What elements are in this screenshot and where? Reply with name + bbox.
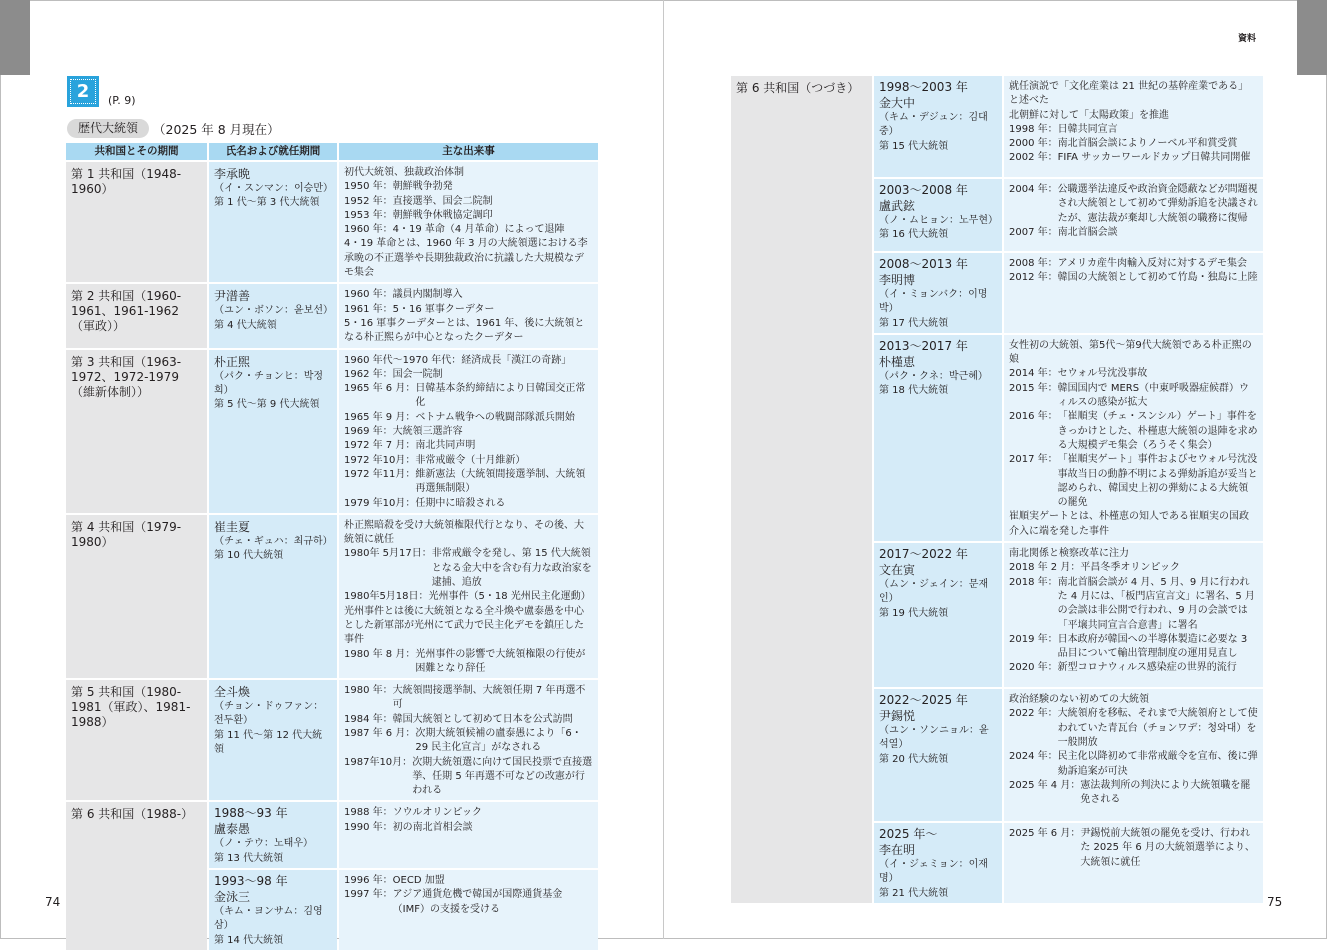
event-item <box>1009 453 1258 510</box>
event-item <box>344 454 593 468</box>
event-text: 北朝鮮に対して「太陽政策」を推進 <box>1009 109 1169 121</box>
term-period: 1993〜98 年 <box>214 874 288 889</box>
president-ordinal: 第 5 代〜第 9 代大統領 <box>214 399 320 411</box>
event-date: 1980年5月18日： <box>344 591 429 603</box>
table-row <box>66 802 598 868</box>
president-ordinal: 第 14 代大統領 <box>214 934 284 946</box>
event-date: 2008 年： <box>1009 258 1058 269</box>
event-date: 1980 年： <box>344 685 393 697</box>
president-cell <box>874 823 1002 903</box>
event-item <box>344 368 593 382</box>
event-item <box>344 713 593 727</box>
president-name: 李明博 <box>879 273 916 287</box>
event-item <box>344 354 593 368</box>
event-item <box>1009 226 1258 240</box>
event-item <box>344 547 593 590</box>
president-reading: （キム・デジュン：김대중） <box>879 112 988 138</box>
president-ordinal: 第 15 代大統領 <box>879 140 949 152</box>
section-title: 歴代大統領 <box>67 119 149 138</box>
event-item <box>344 223 593 237</box>
president-reading: （ノ・ムヒョン：노무현） <box>879 215 998 226</box>
president-reading: （イ・スンマン：이승만） <box>214 183 333 194</box>
president-name: 朴正煕 <box>214 354 251 369</box>
event-item <box>344 605 593 648</box>
term-period: 2025 年〜 <box>879 827 938 842</box>
event-item <box>344 317 593 346</box>
event-text: 南北首脳会談によりノーベル平和賞受賞 <box>1057 138 1238 150</box>
event-item <box>1009 827 1258 870</box>
event-date: 2020 年： <box>1009 662 1058 674</box>
event-item <box>1009 367 1258 381</box>
president-name: 朴槿恵 <box>879 354 916 369</box>
president-name: 李承晩 <box>214 167 251 181</box>
president-ordinal: 第 16 代大統領 <box>879 229 949 241</box>
event-text: 政治経験のない初めての大統領 <box>1009 694 1149 706</box>
event-date: 2007 年： <box>1009 226 1058 238</box>
president-ordinal: 第 19 代大統領 <box>879 607 949 619</box>
events-cell <box>339 802 598 868</box>
event-text: 韓国の大統領として初めて竹島・独島に上陸 <box>1057 272 1258 284</box>
events-cell <box>1004 179 1263 251</box>
event-text: 日本政府が韓国への半導体製造に必要な 3 品目について輸出管理制度の運用見直し <box>1057 633 1248 660</box>
events-cell <box>339 515 598 678</box>
event-item <box>344 497 593 511</box>
event-date: 1996 年： <box>344 875 393 887</box>
president-name: 崔圭夏 <box>214 519 251 534</box>
event-date: 1998 年： <box>1009 123 1058 135</box>
president-cell <box>209 284 337 347</box>
event-item <box>1009 576 1258 633</box>
event-text: 公職選挙法違反や政治資金隠蔽などが問題視され大統領として初めて弾劾訴追を決議されたが、憲法裁が棄却し大統領の職務に復帰 <box>1057 184 1258 224</box>
event-item <box>344 888 593 917</box>
president-cell <box>874 253 1002 333</box>
president-reading: （ユン・ソンニョル：윤석열） <box>879 725 989 751</box>
president-ordinal: 第 21 代大統領 <box>879 887 949 899</box>
event-item <box>1009 109 1258 123</box>
event-text: 4・19 革命とは、1960 年 3 月の大統領選における李承晩の不正選挙や長期独裁政治に抗議した大規模なデモ集会 <box>344 238 588 279</box>
event-text: 国会一院制 <box>392 368 443 380</box>
term-period: 2008〜2013 年 <box>879 257 968 271</box>
president-cell <box>209 870 337 950</box>
event-item <box>344 425 593 439</box>
event-date: 2000 年： <box>1009 138 1058 150</box>
president-ordinal: 第 11 代〜第 12 代大統領 <box>214 729 323 755</box>
events-cell <box>1004 76 1263 177</box>
event-text: 大統領間接選挙制、大統領任期 7 年再選不可 <box>392 685 586 711</box>
president-reading: （ノ・テウ：노태우） <box>214 838 313 850</box>
event-text: 初の南北首相会談 <box>392 821 473 833</box>
event-text: FIFA サッカーワールドカップ日韓共同開催 <box>1057 152 1251 164</box>
event-date: 2024 年： <box>1009 751 1058 763</box>
event-item <box>344 303 593 317</box>
event-text: 新型コロナウィルス感染症の世界的流行 <box>1057 662 1237 674</box>
event-item <box>344 209 593 223</box>
event-text: 光州事件とは後に大統領となる全斗煥や盧泰愚を中心とした新軍部が光州にて武力で民主化デモを鎮圧した事件 <box>344 605 584 646</box>
event-text: 「崔順実（チェ・スンシル）ゲート」事件をきっかけとした、朴槿恵大統領の退陣を求める大規模デモ集会（ろうそく集会） <box>1057 411 1258 451</box>
table-row <box>66 680 598 800</box>
event-date: 1960 年： <box>344 289 393 301</box>
event-date: 1952 年： <box>344 195 393 207</box>
event-text: 直接選挙、国会二院制 <box>392 195 493 207</box>
event-item <box>344 288 593 302</box>
table-row <box>731 76 1263 177</box>
president-reading: （パク・チョンヒ：박정희） <box>214 370 324 396</box>
events-cell <box>1004 543 1263 687</box>
republic-cell: 第 5 共和国（1980-1981（軍政）、1981-1988） <box>66 680 207 800</box>
page-number-right: 75 <box>1267 895 1283 909</box>
event-text: 5・16 軍事クーデターとは、1961 年、後に大統領となる朴正煕らが中心となったクーデター <box>344 317 585 344</box>
event-item <box>1009 779 1258 808</box>
event-date: 1988 年： <box>344 807 393 819</box>
events-cell <box>1004 823 1263 903</box>
event-date: 2025 年 6 月： <box>1009 828 1081 840</box>
presidents-table-left <box>64 141 600 952</box>
event-text: ベトナム戦争への戦闘部隊派兵開始 <box>415 411 575 423</box>
event-date: 2018 年： <box>1009 576 1058 588</box>
events-cell <box>339 870 598 950</box>
event-item <box>1009 547 1258 561</box>
event-item <box>1009 271 1258 285</box>
event-text: 非常戒厳令（十月維新） <box>415 454 526 466</box>
event-date: 1972 年11月： <box>344 468 416 480</box>
events-cell <box>339 162 598 282</box>
president-name: 盧泰愚 <box>214 822 251 837</box>
event-item <box>1009 257 1258 271</box>
page-fold <box>663 0 664 939</box>
event-date: 1972 年10月： <box>344 454 416 466</box>
event-date: 1980年 5月17日： <box>344 548 432 560</box>
president-ordinal: 第 1 代〜第 3 代大統領 <box>214 197 320 209</box>
header-label: 資料 <box>1238 34 1257 44</box>
president-reading: （イ・ミョンバク：이명박） <box>879 289 988 315</box>
table-row <box>66 350 598 513</box>
col-header-events: 主な出来事 <box>339 143 598 160</box>
event-date: 1969 年： <box>344 426 393 438</box>
term-period: 2017〜2022 年 <box>879 547 968 562</box>
event-text: 韓国国内で MERS（中東呼吸器症候群）ウィルスの感染が拡大 <box>1057 382 1250 409</box>
term-period: 2022〜2025 年 <box>879 693 968 708</box>
event-text: 日韓共同宣言 <box>1057 123 1118 135</box>
event-item <box>344 180 593 194</box>
col-header-republic: 共和国とその期間 <box>66 143 207 160</box>
event-text: 大統領府を移転、それまで大統領府として使われていた青瓦台（チョンワデ：청와대）を一般開放 <box>1057 708 1258 748</box>
event-text: 朝鮮戦争勃発 <box>392 181 453 193</box>
event-text: 初代大統領、独裁政治体制 <box>344 167 464 178</box>
event-text: 維新憲法（大統領間接選挙制、大統領再選無制限） <box>415 468 586 495</box>
event-date: 2019 年： <box>1009 633 1058 645</box>
event-date: 2002 年： <box>1009 152 1058 164</box>
event-date: 2015 年： <box>1009 382 1058 394</box>
event-item <box>344 411 593 425</box>
event-date: 1980 年 8 月： <box>344 648 416 660</box>
event-text: 次期大統領候補の盧泰愚により「6・29 民主化宣言」がなされる <box>415 727 582 754</box>
event-text: 南北首脳会談が 4 月、5 月、9 月に行われた 4 月には、「板門店宣言文」に署名、5 月の会談は非公開で行われ、9 月の会談では「平壌共同宣言合意書」に署名 <box>1057 576 1255 631</box>
event-text: 議員内閣制導入 <box>392 289 463 301</box>
page-number-left: 74 <box>45 895 61 909</box>
event-date: 2025 年 4 月： <box>1009 779 1081 791</box>
event-text: 次期大統領選に向けて国民投票で直接選挙、任期 5 年再選不可などの改憲が行われる <box>412 756 593 797</box>
president-reading: （チェ・ギュハ：최규하） <box>214 535 333 547</box>
event-date: 1961 年： <box>344 303 393 315</box>
event-item <box>1009 633 1258 662</box>
event-item <box>344 590 593 604</box>
event-item <box>344 519 593 548</box>
table-row <box>66 162 598 282</box>
event-item <box>344 166 593 180</box>
term-period: 1988〜93 年 <box>214 806 288 821</box>
event-text: 日韓基本条約締結により日韓国交正常化 <box>415 383 586 409</box>
president-cell <box>209 680 337 800</box>
president-reading: （パク・クネ：박근혜） <box>879 370 988 382</box>
event-text: 南北首脳会談 <box>1057 226 1118 238</box>
event-date: 2004 年： <box>1009 184 1058 195</box>
republic-cell: 第 2 共和国（1960-1961、1961-1962（軍政）） <box>66 284 207 347</box>
event-text: 「崔順実ゲート」事件およびセウォル号沈没事故当日の動静不明による弾劾訴追が妥当と認められ、韓国史上初の弾劾による大統領の罷免 <box>1057 454 1258 509</box>
event-item <box>1009 382 1258 411</box>
event-date: 1987年10月： <box>344 756 413 768</box>
event-text: 崔順実ゲートとは、朴槿恵の知人である崔順実の国政介入に端を発した事件 <box>1009 511 1249 537</box>
event-text: 南北関係と検察改革に注力 <box>1009 548 1129 560</box>
event-item <box>344 821 593 835</box>
event-text: セウォル号沈没事故 <box>1057 368 1148 380</box>
event-date: 1987 年 6 月： <box>344 727 416 739</box>
president-cell <box>209 802 337 868</box>
event-item <box>1009 183 1258 226</box>
president-cell <box>874 179 1002 251</box>
event-item <box>1009 151 1258 165</box>
president-cell <box>874 689 1002 821</box>
event-item <box>344 727 593 756</box>
event-item <box>1009 510 1258 539</box>
event-text: 就任演説で「文化産業は 21 世紀の基幹産業である」と述べた <box>1009 81 1249 107</box>
events-cell <box>339 350 598 513</box>
event-item <box>1009 123 1258 137</box>
event-text: 南北共同声明 <box>415 440 476 452</box>
event-text: ソウルオリンピック <box>392 807 482 819</box>
events-cell <box>339 680 598 800</box>
section-page-ref: (P. 9) <box>108 94 136 107</box>
event-text: 4・19 革命（4 月革命）によって退陣 <box>392 224 565 236</box>
term-period: 1998〜2003 年 <box>879 80 968 94</box>
table-row <box>66 515 598 678</box>
section-number: 2 <box>67 76 99 107</box>
event-item <box>344 237 593 280</box>
event-text: 光州事件（5・18 光州民主化運動） <box>428 591 591 603</box>
president-name: 李在明 <box>879 843 916 858</box>
president-name: 全斗煥 <box>214 685 251 700</box>
presidents-table-right <box>729 74 1265 905</box>
event-item <box>344 439 593 453</box>
president-ordinal: 第 20 代大統領 <box>879 753 949 765</box>
president-cell <box>874 543 1002 687</box>
event-item <box>344 195 593 209</box>
event-date: 1960 年： <box>344 224 393 236</box>
president-reading: （ユン・ボソン：윤보선） <box>214 305 333 317</box>
republic-cell: 第 6 共和国（1988-） <box>66 802 207 949</box>
president-reading: （チョン・ドゥファン：전두환） <box>214 701 324 727</box>
president-cell <box>209 162 337 282</box>
event-date: 1953 年： <box>344 209 393 221</box>
col-header-name: 氏名および就任期間 <box>209 143 337 160</box>
president-reading: （キム・ヨンサム：김영삼） <box>214 906 323 932</box>
event-item <box>344 648 593 677</box>
president-ordinal: 第 10 代大統領 <box>214 550 284 562</box>
event-date: 2022 年： <box>1009 708 1058 720</box>
events-cell <box>1004 335 1263 541</box>
event-item <box>344 468 593 497</box>
event-text: 民主化以降初めて非常戒厳令を宣布、後に弾劾訴追案が可決 <box>1057 751 1258 777</box>
event-date: 1972 年 7 月： <box>344 440 416 452</box>
event-text: 韓国大統領として初めて日本を公式訪問 <box>392 713 573 725</box>
events-cell <box>339 284 598 347</box>
president-name: 金大中 <box>879 96 916 110</box>
president-name: 尹潽善 <box>214 289 251 304</box>
event-date: 1965 年 6 月： <box>344 383 416 395</box>
event-date: 1979 年10月： <box>344 497 416 509</box>
event-text: 尹錫悦前大統領の罷免を受け、行われた 2025 年 6 月の大統領選挙により、大統領に就任 <box>1080 828 1255 868</box>
event-item <box>1009 339 1258 368</box>
president-reading: （ムン・ジェイン：문재인） <box>879 579 989 605</box>
event-text: アジア通貨危機で韓国が国際通貨基金（IMF）の支援を受ける <box>392 889 563 915</box>
republic-cell: 第 4 共和国（1979-1980） <box>66 515 207 678</box>
event-item <box>1009 80 1258 109</box>
event-text: 朝鮮戦争休戦協定調印 <box>392 209 493 221</box>
event-date: 2014 年： <box>1009 368 1058 380</box>
table-row <box>66 284 598 347</box>
event-text: OECD 加盟 <box>392 875 445 887</box>
event-date: 2012 年： <box>1009 272 1058 284</box>
event-item <box>1009 693 1258 707</box>
event-text: 経済成長「漢江の奇跡」 <box>461 354 572 366</box>
president-name: 文在寅 <box>879 563 916 578</box>
president-reading: （イ・ジェミョン：이재명） <box>879 859 988 885</box>
event-item <box>1009 750 1258 779</box>
event-text: 非常戒厳令を発し、第 15 代大統領となる金大中を含む有力な政治家を逮捕、追放 <box>431 548 592 589</box>
republic-cell: 第 6 共和国（つづき） <box>731 76 872 903</box>
president-ordinal: 第 17 代大統領 <box>879 317 949 329</box>
event-date: 1997 年： <box>344 889 393 901</box>
event-date: 1984 年： <box>344 713 393 725</box>
republic-cell: 第 1 共和国（1948-1960） <box>66 162 207 282</box>
president-name: 盧武鉉 <box>879 199 916 213</box>
term-period: 2013〜2017 年 <box>879 338 968 353</box>
event-item <box>344 806 593 820</box>
event-date: 2018 年 2 月： <box>1009 562 1081 574</box>
event-item <box>1009 707 1258 750</box>
president-ordinal: 第 18 代大統領 <box>879 385 949 397</box>
event-item <box>1009 661 1258 675</box>
term-period: 2003〜2008 年 <box>879 183 968 197</box>
president-name: 金泳三 <box>214 890 251 905</box>
events-cell <box>1004 689 1263 821</box>
event-date: 1950 年： <box>344 181 393 193</box>
event-item <box>344 382 593 411</box>
president-cell <box>209 515 337 678</box>
event-date: 2016 年： <box>1009 411 1058 423</box>
president-name: 尹錫悦 <box>879 709 916 724</box>
event-text: 光州事件の影響で大統領権限の行使が困難となり辞任 <box>415 648 586 674</box>
event-date: 1962 年： <box>344 368 393 380</box>
right-index-tab <box>1297 0 1327 75</box>
event-item <box>344 684 593 713</box>
event-item <box>344 756 593 799</box>
event-text: 朴正煕暗殺を受け大統領権限代行となり、その後、大統領に就任 <box>344 519 584 546</box>
as-of-date: （2025 年 8 月現在） <box>153 122 280 137</box>
left-index-tab <box>0 0 30 75</box>
event-date: 2017 年： <box>1009 454 1058 466</box>
republic-cell: 第 3 共和国（1963-1972、1972-1979（維新体制）） <box>66 350 207 513</box>
event-date: 1965 年 9 月： <box>344 411 416 423</box>
event-item <box>344 874 593 888</box>
president-cell <box>874 335 1002 541</box>
event-text: 大統領三選許容 <box>392 426 463 438</box>
president-ordinal: 第 4 代大統領 <box>214 319 277 331</box>
event-text: アメリカ産牛肉輸入反対に対するデモ集会 <box>1057 258 1247 269</box>
president-cell <box>209 350 337 513</box>
president-cell <box>874 76 1002 177</box>
event-item <box>1009 561 1258 575</box>
event-date: 1990 年： <box>344 821 393 833</box>
event-text: 女性初の大統領、第5代〜第9代大統領である朴正煕の娘 <box>1009 339 1252 366</box>
president-ordinal: 第 13 代大統領 <box>214 852 284 864</box>
event-text: 任期中に暗殺される <box>415 497 506 509</box>
event-date: 1960 年代〜1970 年代： <box>344 354 462 366</box>
event-item <box>1009 410 1258 453</box>
event-item <box>1009 137 1258 151</box>
event-text: 5・16 軍事クーデター <box>392 303 495 315</box>
event-text: 憲法裁判所の判決により大統領職を罷免される <box>1080 779 1251 806</box>
events-cell <box>1004 253 1263 333</box>
event-text: 平昌冬季オリンピック <box>1080 562 1180 574</box>
